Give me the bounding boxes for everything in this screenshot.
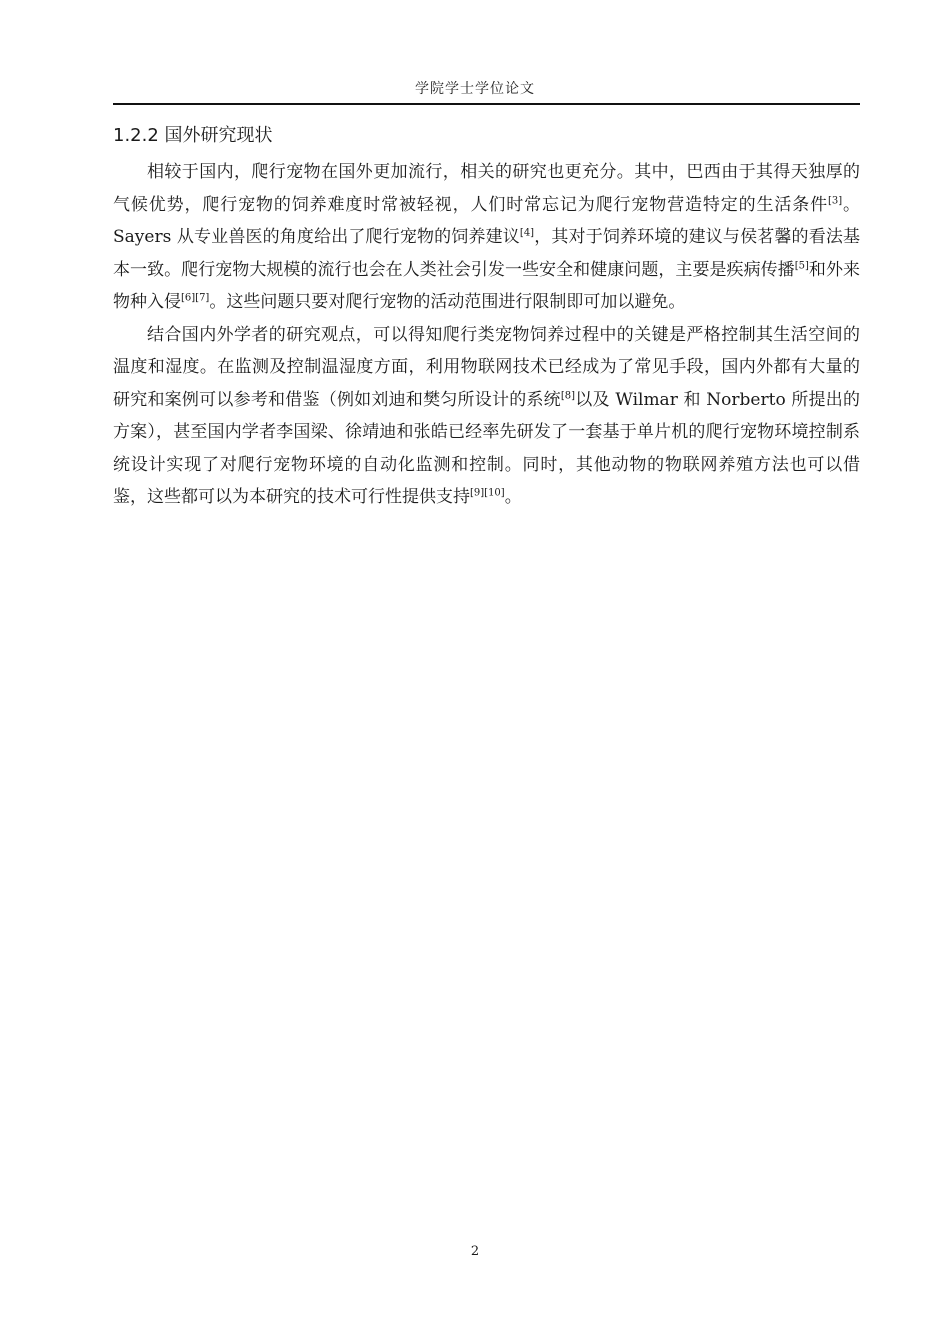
paragraph-text: 结合国内外学者的研究观点，可以得知爬行类宠物饲养过程中的关键是严格控制其生活空间的温度和湿度。在监测及控制温湿度方面，利用物联网技术已经成为了常见手段，国内外都有大量的研究和案例可以参考和借鉴（例如刘迪和樊匀所设计的系统 xyxy=(113,324,860,410)
header-divider xyxy=(113,103,860,105)
citation-marker: [4] xyxy=(519,227,535,239)
citation-marker: [8] xyxy=(560,389,576,401)
body-text xyxy=(113,156,860,514)
paragraph-2 xyxy=(113,319,860,514)
paragraph-text: ，其对于饲养环境的建议与侯茗馨的看法基本一致。爬行宠物大规模的流行也会在人类社会引发一些安全和健康问题，主要是疾病传播 xyxy=(113,227,861,280)
paragraph-text: 相较于国内，爬行宠物在国外更加流行，相关的研究也更充分。其中，巴西由于其得天独厚的气候优势，爬行宠物的饲养难度时常被轻视，人们时常忘记为爬行宠物营造特定的生活条件 xyxy=(113,162,860,215)
paragraph-text: 。这些问题只要对爬行宠物的活动范围进行限制即可加以避免。 xyxy=(209,292,686,312)
paragraph-1 xyxy=(113,156,860,319)
citation-marker: [9][10] xyxy=(470,487,505,499)
citation-marker: [5] xyxy=(794,259,809,271)
page-header-title: 学院学士学位论文 xyxy=(415,81,535,97)
citation-marker: [6][7] xyxy=(181,292,210,304)
paragraph-text: 和外来物种入侵 xyxy=(113,259,861,312)
paragraph-text: 以及 Wilmar 和 Norberto 所提出的方案），甚至国内学者李国梁、徐靖迪和张皓已经率先研发了一套基于单片机的爬行宠物环境控制系统设计实现了对爬行宠物环境的自动化监测和控制。同时，其他动物的物联网养殖方法也可以借鉴，这些都可以为本研究的技术可行性提供支持 xyxy=(113,389,860,507)
citation-marker: [3] xyxy=(827,194,843,206)
paragraph-text: 。Sayers 从专业兽医的角度给出了爬行宠物的饲养建议 xyxy=(113,194,860,247)
page-number: 2 xyxy=(470,1244,480,1259)
section-heading: 1.2.2 国外研究现状 xyxy=(113,125,273,146)
paragraph-text: 。 xyxy=(504,487,522,507)
